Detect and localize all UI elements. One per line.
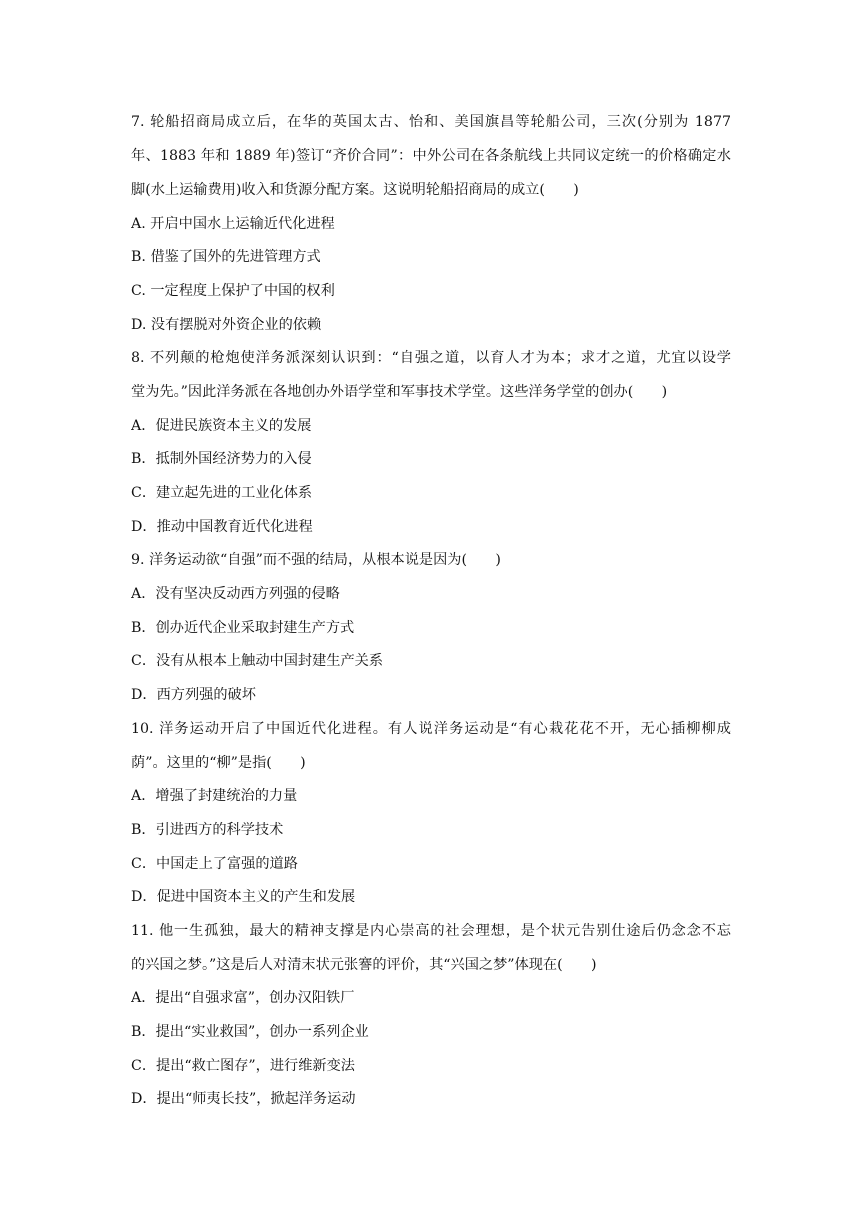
question-11-option-d: D．提出“师夷长技”，掀起洋务运动	[131, 1091, 356, 1107]
question-8-stem-line-2: 堂为先。”因此洋务派在各地创办外语学堂和军事技术学堂。这些洋务学堂的创办( )	[131, 384, 668, 400]
question-7-option-a: A. 开启中国水上运输近代化进程	[131, 216, 335, 232]
question-10-stem-line-1: 10. 洋务运动开启了中国近代化进程。有人说洋务运动是“有心栽花花不开，无心插柳柳成	[131, 721, 731, 737]
question-9-option-c: C．没有从根本上触动中国封建生产关系	[131, 653, 384, 669]
question-11-stem-line-1: 11. 他一生孤独，最大的精神支撑是内心崇高的社会理想，是个状元告别仕途后仍念念不忘	[131, 923, 731, 939]
question-11-option-c: C．提出“救亡图存”，进行维新变法	[131, 1058, 355, 1074]
question-9-option-d: D．西方列强的破坏	[131, 687, 256, 703]
question-11-option-b: B．提出“实业救国”，创办一系列企业	[131, 1024, 369, 1040]
question-10-option-a: A．增强了封建统治的力量	[131, 788, 298, 804]
question-8-option-d: D．推动中国教育近代化进程	[131, 519, 313, 535]
question-11-stem-line-2: 的兴国之梦。”这是后人对清末状元张謇的评价，其“兴国之梦”体现在( )	[131, 957, 597, 973]
question-10-stem-line-2: 荫”。这里的“柳”是指( )	[131, 755, 306, 771]
question-10-option-b: B．引进西方的科学技术	[131, 822, 284, 838]
question-11-option-a: A．提出“自强求富”，创办汉阳铁厂	[131, 990, 355, 1006]
question-7-option-c: C. 一定程度上保护了中国的权利	[131, 283, 335, 299]
question-7-option-d: D. 没有摆脱对外资企业的依赖	[131, 317, 322, 333]
question-10-option-c: C．中国走上了富强的道路	[131, 856, 298, 872]
question-7-stem-line-2: 年、1883 年和 1889 年)签订“齐价合同”：中外公司在各条航线上共同议定统一的价格确定水	[131, 148, 731, 164]
question-9-stem-line-1: 9. 洋务运动欲“自强”而不强的结局，从根本说是因为( )	[131, 552, 501, 568]
question-7-stem-line-1: 7. 轮船招商局成立后，在华的英国太古、怡和、美国旗昌等轮船公司，三次(分别为 1877	[131, 114, 731, 130]
question-8-option-b: B．抵制外国经济势力的入侵	[131, 451, 312, 467]
question-9-option-a: A．没有坚决反动西方列强的侵略	[131, 586, 340, 602]
question-8-option-c: C．建立起先进的工业化体系	[131, 485, 313, 501]
question-8-stem-line-1: 8. 不列颠的枪炮使洋务派深刻认识到：“自强之道，以育人才为本；求才之道，尤宜以设学	[131, 350, 731, 366]
question-9-option-b: B．创办近代企业采取封建生产方式	[131, 620, 355, 636]
question-8-option-a: A．促进民族资本主义的发展	[131, 418, 312, 434]
question-10-option-d: D．促进中国资本主义的产生和发展	[131, 889, 356, 905]
question-7-option-b: B. 借鉴了国外的先进管理方式	[131, 249, 321, 265]
question-7-stem-line-3: 脚(水上运输费用)收入和货源分配方案。这说明轮船招商局的成立( )	[131, 182, 579, 198]
